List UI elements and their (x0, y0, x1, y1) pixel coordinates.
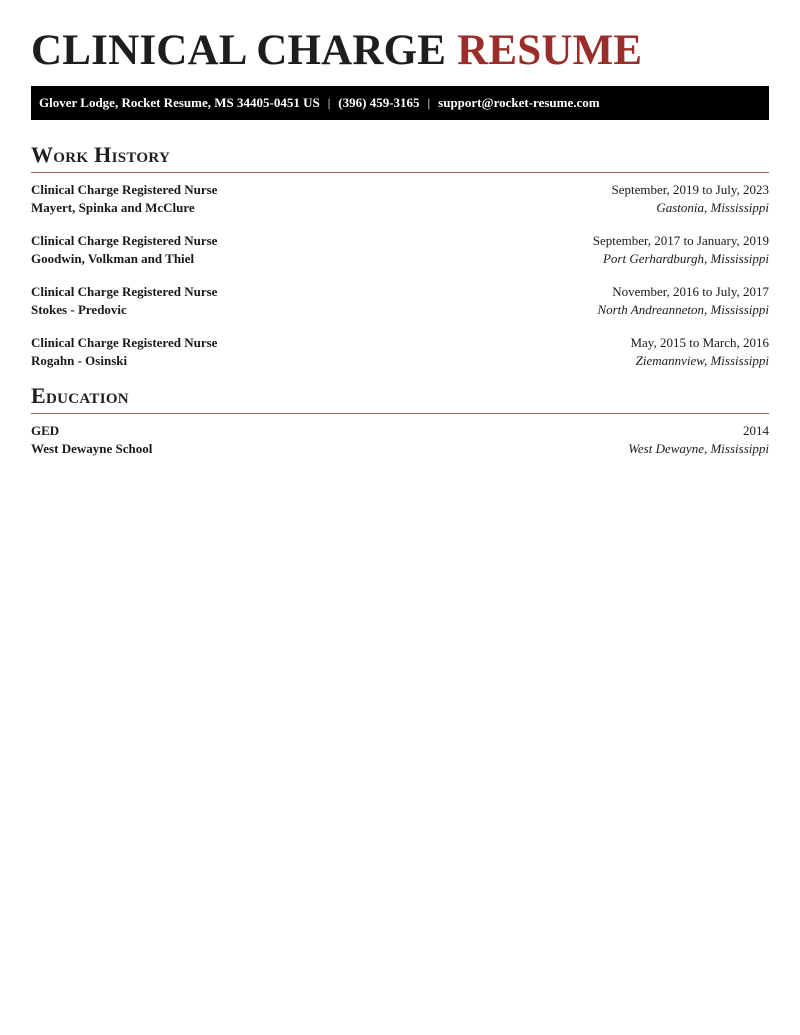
job-title: Clinical Charge Registered Nurse (31, 233, 218, 248)
contact-email: support@rocket-resume.com (438, 95, 600, 110)
school-name: West Dewayne School (31, 441, 153, 456)
work-history-section (31, 141, 769, 370)
education-list (31, 422, 769, 458)
job-dates: September, 2017 to January, 2019 (592, 233, 769, 248)
job-dates: September, 2019 to July, 2023 (611, 182, 769, 197)
education-year: 2014 (743, 423, 769, 438)
job-location: Ziemannview, Mississippi (635, 353, 769, 368)
work-history-list (31, 181, 769, 370)
job-location: Port Gerhardburgh, Mississippi (602, 251, 769, 266)
work-history-heading: Work History (31, 141, 769, 173)
job-dates: May, 2015 to March, 2016 (630, 335, 769, 350)
job-dates: November, 2016 to July, 2017 (612, 284, 769, 299)
employer-name: Stokes - Predovic (31, 302, 127, 317)
job-location: Gastonia, Mississippi (656, 200, 769, 215)
job-location: North Andreanneton, Mississippi (597, 302, 769, 317)
contact-bar (31, 86, 769, 120)
title-main: CLINICAL CHARGE (31, 27, 447, 74)
degree-name: GED (31, 423, 60, 438)
work-entry (31, 334, 769, 370)
contact-phone: (396) 459-3165 (338, 95, 420, 110)
contact-separator: | (427, 95, 431, 110)
work-entry (31, 283, 769, 319)
school-location: West Dewayne, Mississippi (628, 441, 769, 456)
job-title: Clinical Charge Registered Nurse (31, 284, 218, 299)
contact-separator: | (327, 95, 331, 110)
employer-name: Mayert, Spinka and McClure (31, 200, 195, 215)
work-entry (31, 181, 769, 217)
education-entry (31, 422, 769, 458)
job-title: Clinical Charge Registered Nurse (31, 182, 218, 197)
education-heading: Education (31, 382, 769, 414)
employer-name: Rogahn - Osinski (31, 353, 128, 368)
employer-name: Goodwin, Volkman and Thiel (31, 251, 195, 266)
resume-title (31, 0, 769, 75)
title-accent: RESUME (457, 27, 643, 74)
job-title: Clinical Charge Registered Nurse (31, 335, 218, 350)
contact-address: Glover Lodge, Rocket Resume, MS 34405-0451 US (39, 95, 320, 110)
work-entry (31, 232, 769, 268)
education-section (31, 382, 769, 458)
